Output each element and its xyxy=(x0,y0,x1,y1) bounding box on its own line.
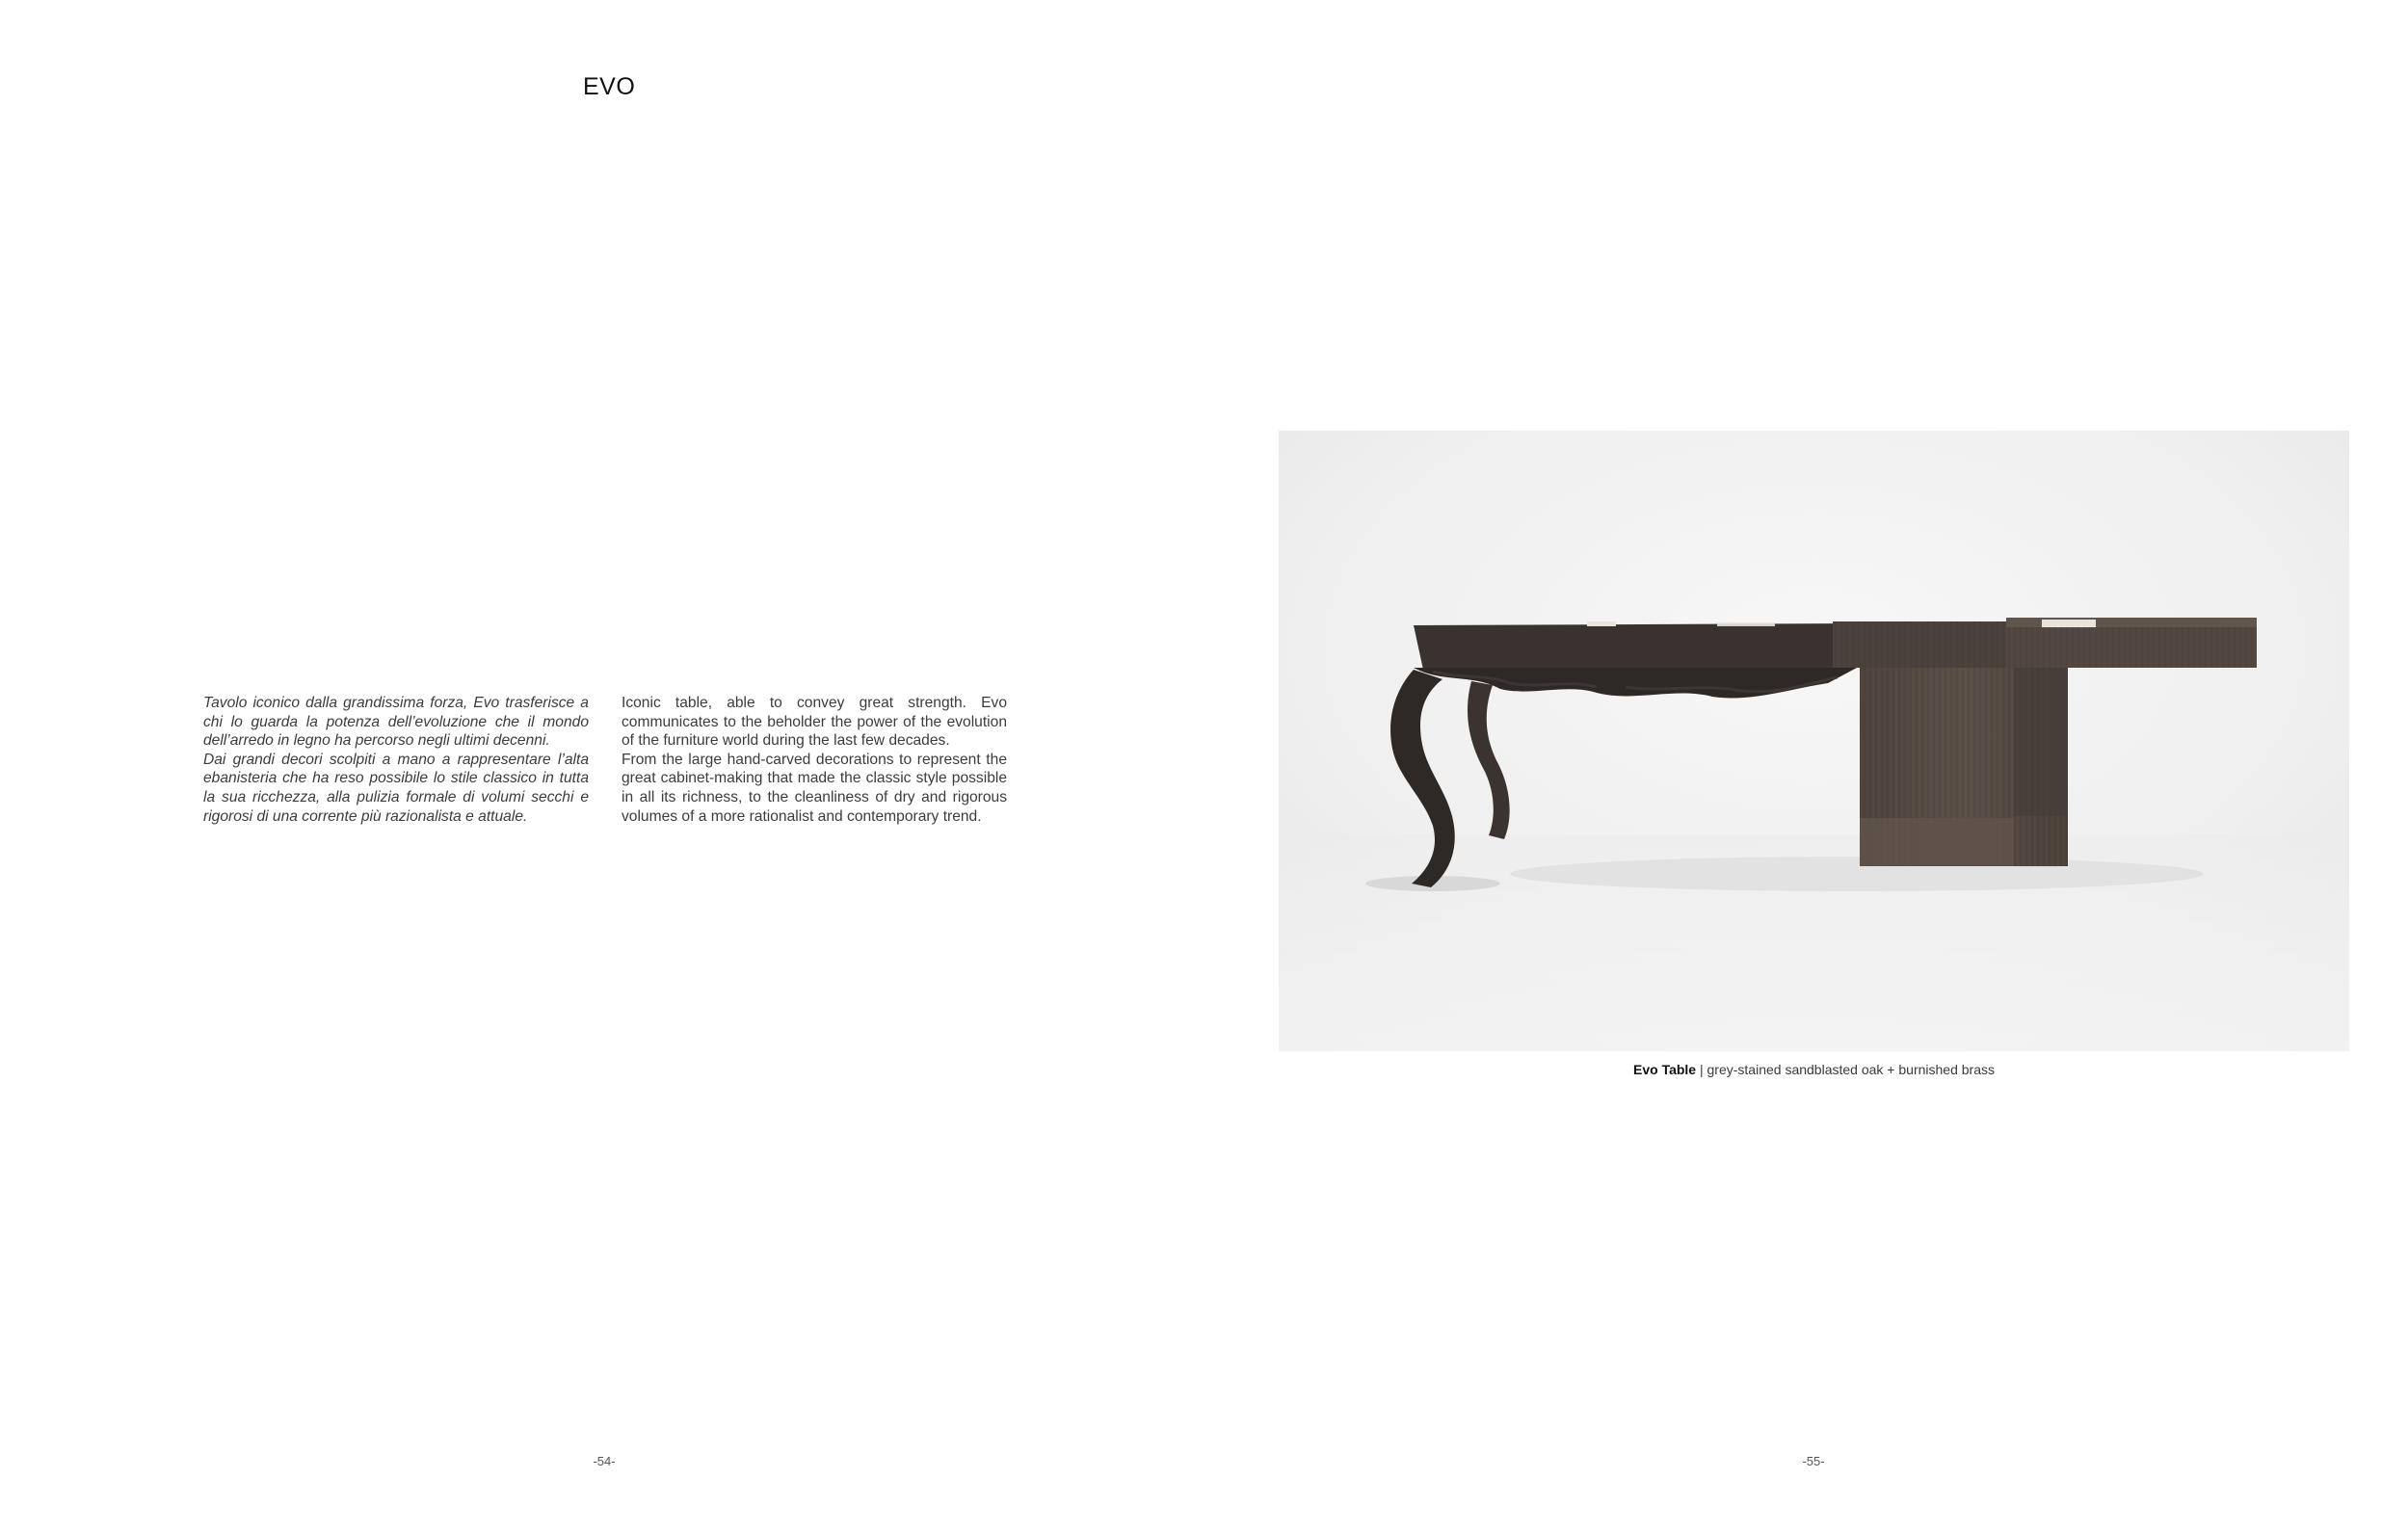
brass-inlay-1 xyxy=(2042,620,2096,627)
english-description xyxy=(622,694,1007,826)
page-title: EVO xyxy=(583,73,636,100)
brass-inlay-3 xyxy=(1717,622,1775,626)
english-paragraph-1: Iconic table, able to convey great strength. Evo communicates to the beholder the power of the evolution of the furniture world during the last few decades. xyxy=(622,695,1007,750)
page-number-left: -54- xyxy=(593,1454,616,1468)
italian-paragraph-2: Dai grandi decori scolpiti a mano a rappresentare l’alta ebanisteria che ha reso possibile lo stile classico in tutta la sua ricchezza, alla pulizia formale di volumi secchi e rigorosi di una corrente più razionalista e attuale. xyxy=(203,751,589,825)
italian-paragraph-1: Tavolo iconico dalla grandissima forza, Evo trasferisce a chi lo guarda la potenza dell’evoluzione che il mondo dell’arredo in legno ha percorso negli ultimi decenni. xyxy=(203,695,589,750)
block-side-panel xyxy=(2014,668,2068,816)
photo-caption xyxy=(1279,1062,2349,1077)
caption-separator: | xyxy=(1696,1062,1707,1077)
table-shadow xyxy=(1510,857,2204,891)
english-paragraph-2: From the large hand-carved decorations to represent the great cabinet-making that made the classic style possible in all its richness, to the cleanliness of dry and rigorous volumes of a more rationalist and contemporary trend. xyxy=(622,751,1007,825)
block-lower-panel xyxy=(1860,818,2014,866)
brass-inlay-2 xyxy=(1587,621,1616,626)
classic-top xyxy=(1414,623,1857,670)
caption-product-name: Evo Table xyxy=(1633,1062,1697,1077)
italian-description xyxy=(203,694,589,826)
table-illustration xyxy=(1279,431,2349,1051)
caption-material: grey-stained sandblasted oak + burnished brass xyxy=(1707,1062,1995,1077)
evo-table-photo xyxy=(1279,431,2349,1051)
page-number-right: -55- xyxy=(1802,1454,1825,1468)
